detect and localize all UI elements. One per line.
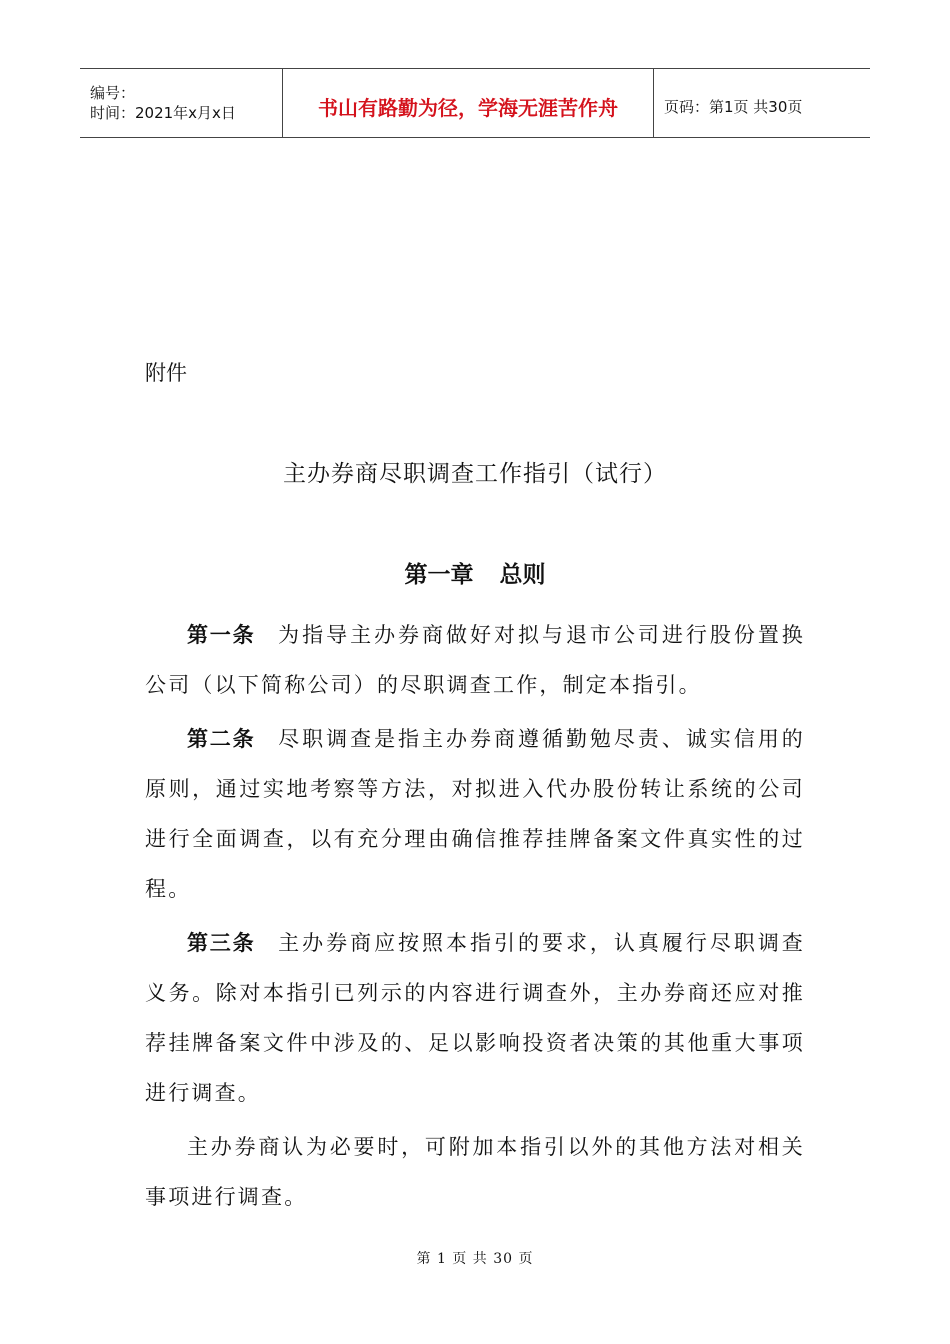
extra-paragraph: 主办券商认为必要时，可附加本指引以外的其他方法对相关事项进行调查。	[145, 1135, 805, 1209]
attachment-label: 附件	[145, 361, 187, 385]
body-text	[145, 610, 805, 1222]
article-2	[145, 714, 805, 914]
time-label: 时间：2021年x月x日	[90, 104, 236, 122]
chapter-title: 总则	[499, 562, 546, 588]
article-1-text: 为指导主办券商做好对拟与退市公司进行股份置换公司（以下简称公司）的尽职调查工作，制定本指引。	[145, 623, 805, 697]
chapter-heading	[145, 556, 805, 589]
article-3	[145, 918, 805, 1118]
article-2-text: 尽职调查是指主办券商遵循勤勉尽责、诚实信用的原则，通过实地考察等方法，对拟进入代办股份转让系统的公司进行全面调查，以有充分理由确信推荐挂牌备案文件真实性的过程。	[145, 727, 805, 901]
page-header	[80, 68, 870, 138]
article-3-label: 第三条	[187, 931, 256, 955]
article-1-label: 第一条	[187, 623, 256, 647]
document-title: 主办券商尽职调查工作指引（试行）	[283, 461, 667, 487]
page-footer: 第 1 页 共 30 页	[416, 1251, 534, 1267]
header-motto: 书山有路勤为径，学海无涯苦作舟	[282, 69, 654, 137]
article-1	[145, 610, 805, 710]
article-2-label: 第二条	[187, 727, 256, 751]
chapter-number: 第一章	[404, 562, 474, 588]
header-page-info: 页码：第1页 共30页	[664, 97, 803, 116]
header-left-cell	[80, 69, 282, 137]
number-label: 编号：	[90, 84, 136, 102]
article-3-text: 主办券商应按照本指引的要求，认真履行尽职调查义务。除对本指引已列示的内容进行调查外，主办券商还应对推荐挂牌备案文件中涉及的、足以影响投资者决策的其他重大事项进行调查。	[145, 931, 805, 1105]
